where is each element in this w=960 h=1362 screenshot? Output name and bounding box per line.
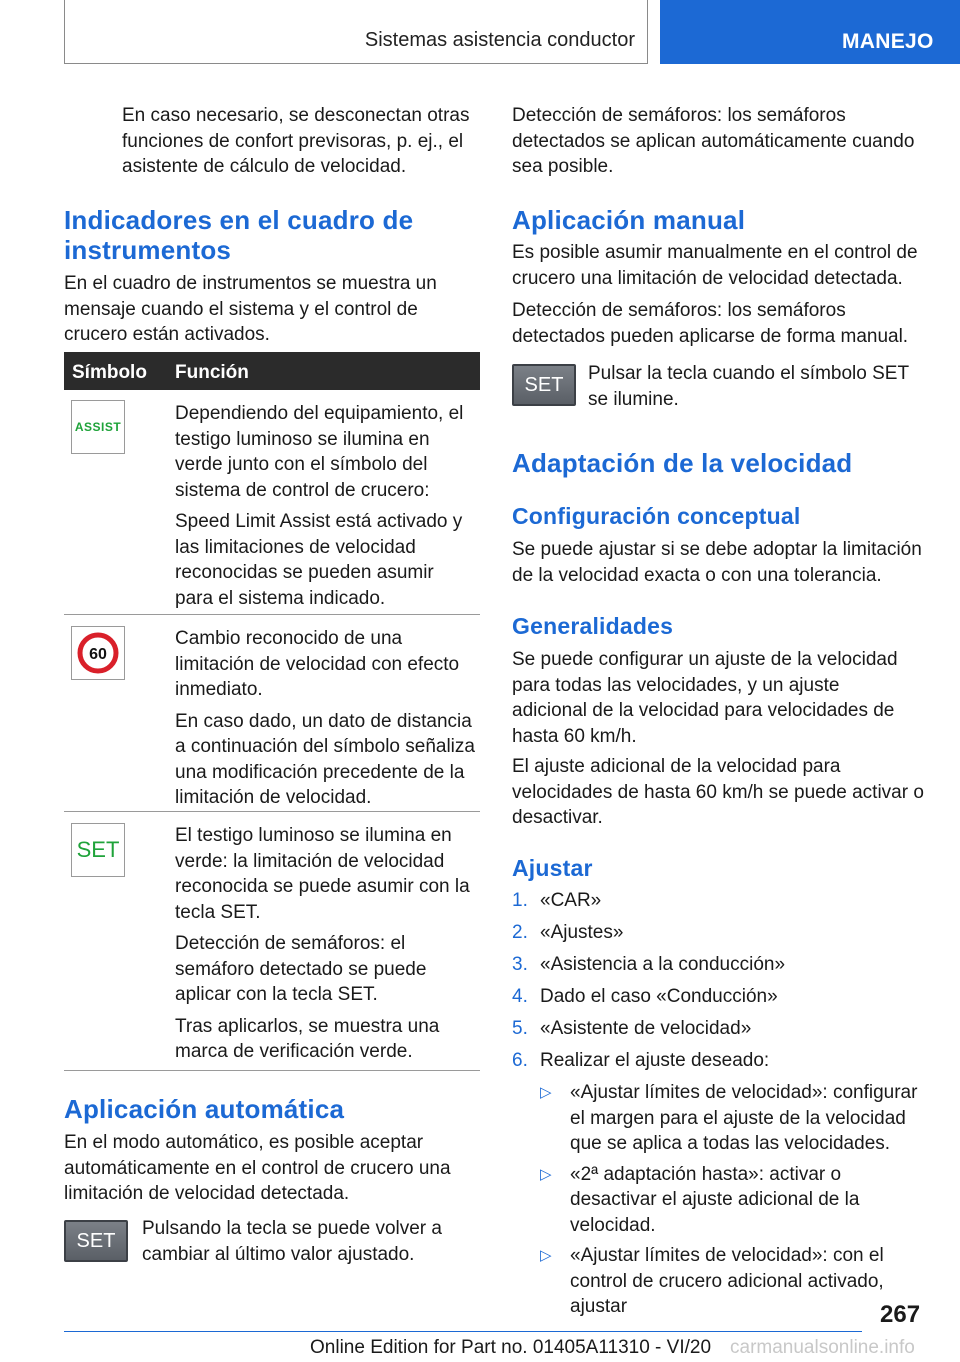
automatic-set-text: Pulsando la tecla se puede volver a cambiar al último valor ajustado. [142,1218,442,1265]
heading-adjust: Ajustar [512,855,593,881]
symbol-table [64,352,480,1071]
list-item: 6. Realizar el ajuste deseado: [512,1050,770,1071]
general-text: Se puede configurar un ajuste de la velocidad para todas las velocidades, y un ajuste adicional de la velocidad para velocidades de hasta 60 km/h. [512,649,898,747]
chapter-tab[interactable]: MANEJO [660,0,960,64]
heading-indicators: Indicadores en el cuadro de instrumentos [64,205,414,265]
heading-general: Generalidades [512,613,674,639]
page-number: 267 [880,1301,921,1328]
traffic-lights-manual-text: Detección de semáforos: los semáforos detectados pueden aplicarse de forma manual. [512,300,909,347]
row-description: Tras aplicarlos, se muestra una marca de verificación verde. [175,1015,440,1062]
steps-list [512,888,926,1325]
set-button-icon: SET [64,1220,128,1262]
concept-text: Se puede ajustar si se debe adoptar la limitación de la velocidad exacta o con una tolerancia. [512,539,922,586]
sub-options-list [512,1080,926,1320]
manual-set-text: Pulsar la tecla cuando el símbolo SET se ilumine. [588,363,909,410]
row-description: Speed Limit Assist está activado y las limitaciones de velocidad reconocidas se pueden asumir para el sistema indicado. [175,511,463,609]
manual-text: Es posible asumir manualmente en el control de crucero una limitación de velocidad detectada. [512,242,918,289]
triangle-bullet-icon: ▷ [540,1247,552,1264]
speed-limit-sign-icon [71,626,125,680]
row-description: El testigo luminoso se ilumina en verde: la limitación de velocidad reconocida se puede asumir con la tecla SET. [175,825,470,923]
edition-text: Online Edition for Part no. 01405A11310 - VI/20 [310,1337,712,1358]
heading-speed-adaptation: Adaptación de la velocidad [512,448,853,478]
assist-indicator-icon: ASSIST [71,400,125,454]
footer-divider [64,1331,862,1332]
section-title: Sistemas asistencia conductor [364,29,635,51]
table-row [64,390,480,615]
column-header-function: Función [175,362,249,383]
list-item: ▷ «Ajustar límites de velocidad»: con el control de crucero adicional activado, ajustar [540,1245,884,1317]
list-item: 3. «Asistencia a la conducción» [512,954,786,975]
table-header [64,352,480,390]
table-row [64,615,480,812]
list-item: 4. Dado el caso «Conducción» [512,986,778,1007]
list-item: 5. «Asistente de velocidad» [512,1018,752,1039]
list-item: ▷ «Ajustar límites de velocidad»: configurar el margen para el ajuste de la velocidad que se aplica a todas las velocidades. [540,1082,918,1154]
row-description: En caso dado, un dato de distancia a continuación del símbolo señaliza una modificación precedente de la limitación de velocidad. [175,710,475,808]
triangle-bullet-icon: ▷ [540,1084,552,1101]
general-text-additional: El ajuste adicional de la velocidad para velocidades de hasta 60 km/h se puede activar o desactivar. [512,756,924,828]
table-row [64,812,480,1071]
watermark: carmanualsonline.info [730,1337,915,1358]
set-indicator-icon: SET [71,823,125,877]
column-header-symbol: Símbolo [72,362,147,383]
row-description: Dependiendo del equipamiento, el testigo luminoso se ilumina en verde junto con el símbolo del sistema de control de crucero: [175,403,464,501]
list-item: ▷ «2ª adaptación hasta»: activar o desactivar el ajuste adicional de la velocidad. [540,1163,860,1236]
automatic-text: En el modo automático, es posible aceptar automáticamente en el control de crucero una limitación de velocidad detectada. [64,1132,451,1204]
heading-concept: Configuración conceptual [512,503,801,529]
list-item: 1. «CAR» [512,890,602,911]
row-description: Cambio reconocido de una limitación de velocidad con efecto inmediato. [175,628,460,700]
intro-text: En caso necesario, se desconectan otras funciones de confort previsoras, p. ej., el asistente de cálculo de velocidad. [122,105,470,177]
svg-text:60: 60 [89,646,107,663]
triangle-bullet-icon: ▷ [540,1165,552,1183]
traffic-lights-auto-text: Detección de semáforos: los semáforos detectados se aplican automáticamente cuando sea posible. [512,105,915,177]
heading-manual: Aplicación manual [512,205,746,235]
list-item: 2. «Ajustes» [512,922,624,943]
row-description: Detección de semáforos: el semáforo detectado se puede aplicar con la tecla SET. [175,933,427,1005]
heading-automatic: Aplicación automática [64,1094,345,1124]
set-button-icon: SET [512,364,576,406]
header-frame [64,0,648,64]
indicators-text: En el cuadro de instrumentos se muestra un mensaje cuando el sistema y el control de crucero están activados. [64,273,437,345]
